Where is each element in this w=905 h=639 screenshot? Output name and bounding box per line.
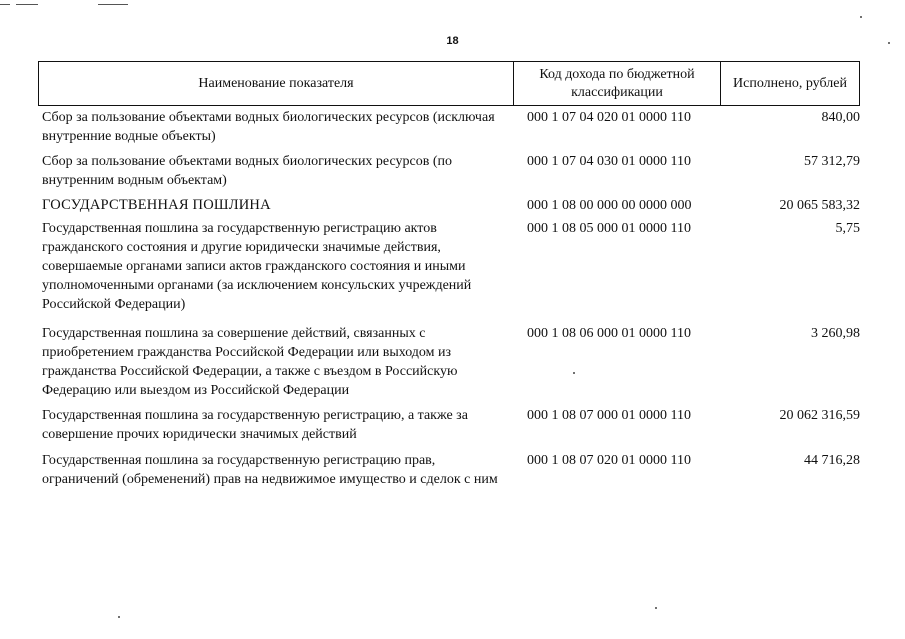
header-name-column: Наименование показателя bbox=[39, 62, 514, 105]
scan-speck bbox=[860, 16, 862, 18]
header-code-column: Код дохода по бюджетной классификации bbox=[514, 62, 721, 105]
row-name: ГОСУДАРСТВЕННАЯ ПОШЛИНА bbox=[42, 197, 271, 213]
row-code: 000 1 08 07 000 01 0000 110 bbox=[527, 408, 691, 423]
row-value: 5,75 bbox=[835, 221, 860, 236]
row-name: Государственная пошлина за совершение действий, связанных с приобретением гражданства Российской Федерации или выходом из гражданства Российской Федерации, а также с въездом в Российскую Федерацию или выездом из Российской Федерации bbox=[42, 326, 458, 398]
row-value: 3 260,98 bbox=[811, 326, 860, 341]
row-code: 000 1 08 00 000 00 0000 000 bbox=[527, 198, 692, 213]
row-code: 000 1 07 04 030 01 0000 110 bbox=[527, 154, 691, 169]
scan-speck bbox=[118, 616, 120, 618]
row-name: Государственная пошлина за государственную регистрацию прав, ограничений (обременений) прав на недвижимое имущество и сделок с ним bbox=[42, 453, 498, 487]
row-code: 000 1 08 06 000 01 0000 110 bbox=[527, 326, 691, 341]
scan-speck bbox=[888, 42, 890, 44]
row-name: Государственная пошлина за государственную регистрацию, а также за совершение прочих юридически значимых действий bbox=[42, 408, 468, 442]
row-name: Сбор за пользование объектами водных биологических ресурсов (по внутренним водным объектам) bbox=[42, 154, 453, 188]
row-name: Сбор за пользование объектами водных биологических ресурсов (исключая внутренние водные объекты) bbox=[42, 110, 495, 144]
row-value: 20 062 316,59 bbox=[779, 408, 860, 423]
scan-edge-marks bbox=[0, 4, 130, 5]
row-code: 000 1 07 04 020 01 0000 110 bbox=[527, 110, 691, 125]
header-executed-column: Исполнено, рублей bbox=[733, 75, 847, 91]
scan-speck bbox=[573, 372, 575, 374]
row-value: 44 716,28 bbox=[804, 453, 860, 468]
table-header bbox=[38, 61, 860, 106]
row-value: 840,00 bbox=[821, 110, 860, 125]
page-number: 18 bbox=[446, 35, 459, 47]
row-value: 57 312,79 bbox=[804, 154, 860, 169]
scan-speck bbox=[655, 607, 657, 609]
row-name: Государственная пошлина за государственную регистрацию актов гражданского состояния и другие юридически значимые действия, совершаемые органами записи актов гражданского состояния и иными уполномоченными органами (за исключением консульских учреждений Российской Федерации) bbox=[42, 221, 472, 312]
row-code: 000 1 08 05 000 01 0000 110 bbox=[527, 221, 691, 236]
row-code: 000 1 08 07 020 01 0000 110 bbox=[527, 453, 691, 468]
row-value: 20 065 583,32 bbox=[779, 198, 860, 213]
